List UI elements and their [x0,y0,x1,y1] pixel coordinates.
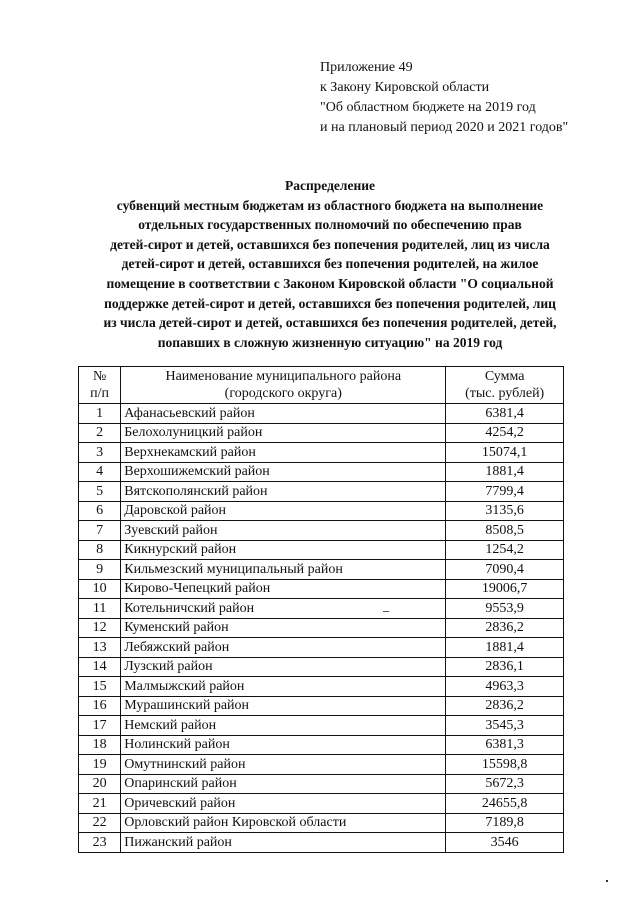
table-body [79,404,564,853]
table-row [79,482,564,502]
row-district-name: Малмыжский район [121,677,446,697]
scan-mark [606,880,608,882]
row-district-name: Опаринский район [121,774,446,794]
table-row [79,501,564,521]
row-district-name: Омутнинский район [121,755,446,775]
title-line: поддержке детей-сирот и детей, оставшихся без попечения родителей, лиц [104,295,556,311]
table-row [79,794,564,814]
table-row [79,560,564,580]
row-amount: 2836,2 [446,696,564,716]
row-amount: 5672,3 [446,774,564,794]
title-line: Распределение [284,178,376,193]
row-amount: 6381,3 [446,735,564,755]
row-district-name: Верхошижемский район [121,462,446,482]
row-amount: 15598,8 [446,755,564,775]
header-sum [446,367,564,404]
row-district-name: Орловский район Кировской области [121,813,446,833]
row-number: 3 [79,443,121,463]
table-row [79,618,564,638]
row-district-name: Даровской район [121,501,446,521]
table-row [79,521,564,541]
row-number: 8 [79,540,121,560]
row-number: 16 [79,696,121,716]
row-district-name: Нолинский район [121,735,446,755]
row-amount: 19006,7 [446,579,564,599]
header-name-line: Наименование муниципального района [165,369,402,384]
row-amount: 1881,4 [446,638,564,658]
row-amount: 1254,2 [446,540,564,560]
row-amount: 2836,2 [446,618,564,638]
row-amount: 2836,1 [446,657,564,677]
row-district-name: Кирово-Чепецкий район [121,579,446,599]
row-number: 7 [79,521,121,541]
row-district-name: Лузский район [121,657,446,677]
header-sum-line: (тыс. рублей) [465,386,545,401]
row-number: 4 [79,462,121,482]
annex-line: и на плановый период 2020 и 2021 годов" [320,120,569,135]
row-district-name: Немский район [121,716,446,736]
row-number: 9 [79,560,121,580]
row-district-name: Белохолуницкий район [121,423,446,443]
row-number: 23 [79,833,121,853]
row-number: 6 [79,501,121,521]
row-number: 18 [79,735,121,755]
row-district-name: Лебяжский район [121,638,446,658]
table-row [79,579,564,599]
title-line: из числа детей-сирот и детей, оставшихся без попечения родителей, детей, [103,315,557,331]
table-row [79,677,564,697]
row-district-name: Вятскополянский район [121,482,446,502]
row-district-name: Верхнекамский район [121,443,446,463]
table-row [79,735,564,755]
row-amount: 15074,1 [446,443,564,463]
row-district-name: Кильмезский муниципальный район [121,560,446,580]
table-row [79,755,564,775]
row-amount: 3135,6 [446,501,564,521]
table-row [79,638,564,658]
table-row [79,696,564,716]
row-number: 1 [79,404,121,424]
header-name-line: (городского округа) [224,386,342,401]
scan-mark [383,611,389,612]
row-number: 20 [79,774,121,794]
row-amount: 4254,2 [446,423,564,443]
row-number: 22 [79,813,121,833]
title-line: субвенций местным бюджетам из областного бюджета на выполнение [116,197,544,213]
row-amount: 7189,8 [446,813,564,833]
table-row [79,540,564,560]
title-line: детей-сирот и детей, оставшихся без попечения родителей, лиц из числа [110,236,550,252]
table-row [79,774,564,794]
row-district-name: Мурашинский район [121,696,446,716]
row-amount: 4963,3 [446,677,564,697]
header-number-line: п/п [90,386,110,401]
row-number: 14 [79,657,121,677]
header-sum-line: Сумма [484,369,525,384]
row-number: 2 [79,423,121,443]
row-number: 17 [79,716,121,736]
row-amount: 7090,4 [446,560,564,580]
header-number-line: № [92,369,107,384]
row-number: 5 [79,482,121,502]
row-district-name: Пижанский район [121,833,446,853]
row-district-name: Куменский район [121,618,446,638]
allocation-table [78,366,564,853]
row-amount: 1881,4 [446,462,564,482]
table-row [79,599,564,619]
title-line: помещение в соответствии с Законом Кировской области "О социальной [106,275,554,291]
row-number: 10 [79,579,121,599]
title-line: детей-сирот и детей, оставшихся без попечения родителей, на жилое [121,256,539,272]
row-number: 19 [79,755,121,775]
title-line: попавших в сложную жизненную ситуацию" на 2019 год [157,334,503,350]
table-row [79,404,564,424]
row-amount: 7799,4 [446,482,564,502]
table-header-row [79,367,564,404]
header-number [79,367,121,404]
table-row [79,813,564,833]
row-amount: 6381,4 [446,404,564,424]
table-row [79,423,564,443]
row-number: 13 [79,638,121,658]
title-line: отдельных государственных полномочий по обеспечению прав [138,217,522,233]
row-district-name: Кикнурский район [121,540,446,560]
row-district-name: Котельничский район [121,599,446,619]
document-title [80,176,580,352]
table-row [79,716,564,736]
annex-line: к Закону Кировской области [320,80,490,95]
table-row [79,657,564,677]
row-district-name: Оричевский район [121,794,446,814]
annex-line: "Об областном бюджете на 2019 год [320,100,536,115]
row-amount: 8508,5 [446,521,564,541]
annex-reference [320,58,568,138]
row-district-name: Афанасьевский район [121,404,446,424]
row-amount: 24655,8 [446,794,564,814]
header-name [121,367,446,404]
row-amount: 3545,3 [446,716,564,736]
row-number: 11 [79,599,121,619]
row-number: 12 [79,618,121,638]
table-row [79,462,564,482]
row-amount: 9553,9 [446,599,564,619]
row-number: 15 [79,677,121,697]
table-row [79,833,564,853]
annex-line: Приложение 49 [320,60,413,75]
row-amount: 3546 [446,833,564,853]
table-row [79,443,564,463]
row-district-name: Зуевский район [121,521,446,541]
row-number: 21 [79,794,121,814]
